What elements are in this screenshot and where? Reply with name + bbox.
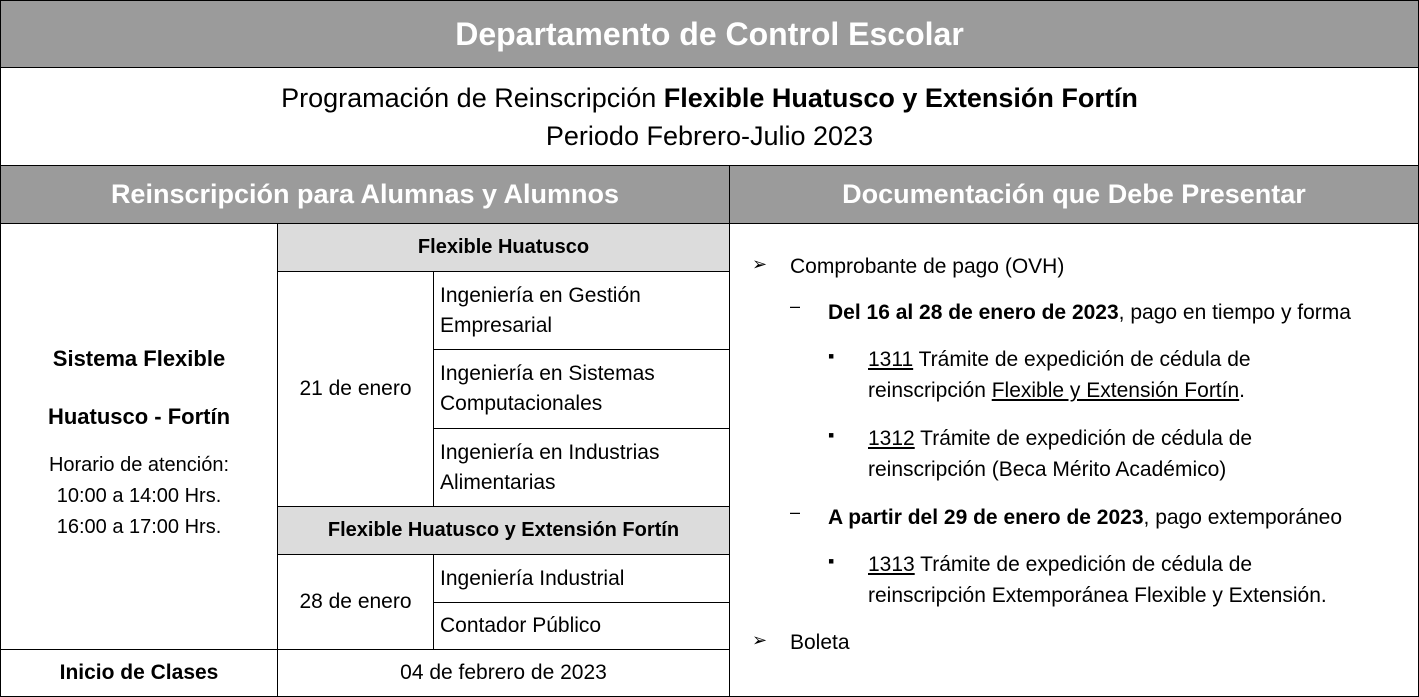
career-gestion-empresarial: Ingeniería en Gestión Empresarial [433,271,729,349]
square-bullet-icon: ▪ [828,346,835,366]
procedure-1312: 1312 Trámite de expedición de cédula de reinscripción (Beca Mérito Académico) [868,427,1253,481]
program-description [1,67,1418,165]
program-title [281,79,1138,117]
date-28-enero: 28 de enero [277,554,433,649]
dash-bullet-icon: – [790,296,801,316]
career-ingenieria-industrial: Ingeniería Industrial [433,554,729,602]
hours-label: Horario de atención: [48,454,230,476]
procedure-1313: 1313 Trámite de expedición de cédula de reinscripción Extemporánea Flexible y Extensión. [868,553,1327,607]
procedure-1313-code: 1313 [868,553,915,576]
arrow-bullet-icon: ➢ [752,254,768,274]
group-header-flexible-huatusco: Flexible Huatusco [277,223,729,271]
career-contador-publico: Contador Público [433,602,729,649]
doc-payment-receipt: Comprobante de pago (OVH) [790,255,1065,278]
date-21-enero: 21 de enero [277,271,433,506]
procedure-1311: 1311 Trámite de expedición de cédula de reinscripción Flexible y Extensión Fortín. [868,348,1251,402]
department-title: Departamento de Control Escolar [1,1,1418,67]
procedure-1311-code: 1311 [868,348,914,371]
reenrollment-section-header: Reinscripción para Alumnas y Alumnos [1,165,729,223]
square-bullet-icon: ▪ [828,551,835,571]
system-name-line2: Huatusco - Fortín [47,404,231,429]
classes-start-date: 04 de febrero de 2023 [277,649,729,696]
procedure-1312-code: 1312 [868,427,915,450]
payment-period-late: A partir del 29 de enero de 2023, pago extemporáneo [828,506,1343,529]
career-industrias-alimentarias: Ingeniería en Industrias Alimentarias [433,428,729,506]
documentation-list [729,223,1418,696]
program-period: Periodo Febrero-Julio 2023 [545,120,874,151]
program-title-prefix: Programación de Reinscripción [281,82,657,113]
classes-start-label: Inicio de Clases [1,649,277,696]
arrow-bullet-icon: ➢ [752,630,768,650]
group-header-flexible-fortin: Flexible Huatusco y Extensión Fortín [277,506,729,554]
hours-afternoon: 16:00 a 17:00 Hrs. [56,516,222,538]
hours-morning: 10:00 a 14:00 Hrs. [56,485,222,507]
dash-bullet-icon: – [790,502,801,522]
payment-period-on-time: Del 16 al 28 de enero de 2023, pago en tiempo y forma [828,301,1351,324]
system-name-line1: Sistema Flexible [52,346,226,371]
system-info-cell [1,223,277,649]
documentation-section-header: Documentación que Debe Presentar [729,165,1418,223]
program-title-bold: Flexible Huatusco y Extensión Fortín [663,82,1138,113]
doc-boleta: Boleta [790,631,850,654]
square-bullet-icon: ▪ [828,425,835,445]
career-sistemas-computacionales: Ingeniería en Sistemas Computacionales [433,349,729,428]
